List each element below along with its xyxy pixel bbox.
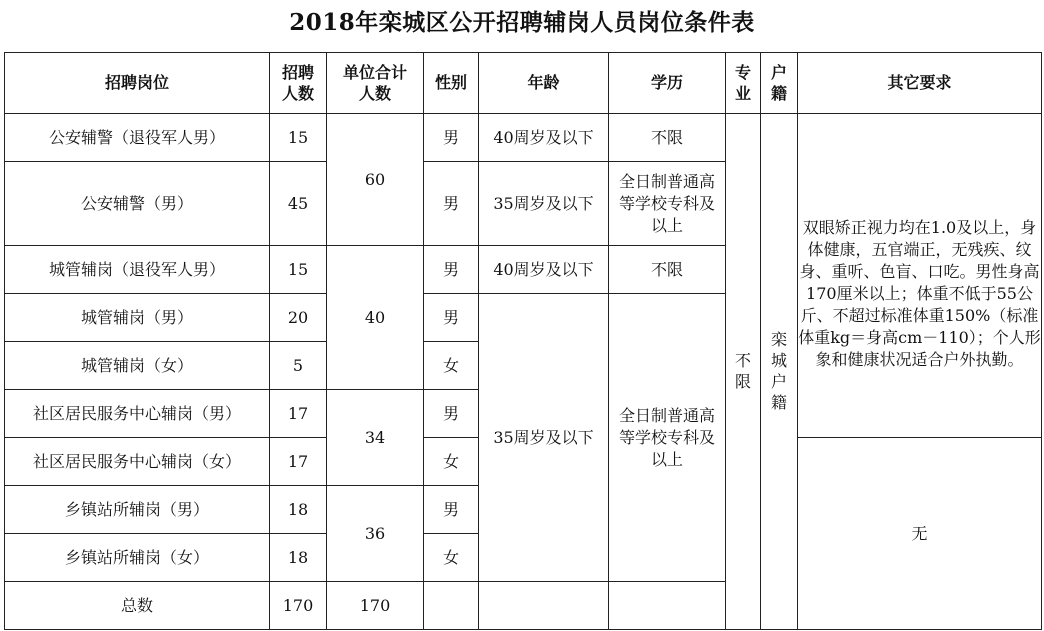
- education-cell: 不限: [609, 114, 726, 162]
- age-cell: 35周岁及以下: [479, 162, 609, 246]
- other-requirements-cell: 双眼矫正视力均在1.0及以上，身体健康，五官端正，无残疾、纹身、重听、色盲、口吃。男性身高170厘米以上；体重不低于55公斤、不超过标准体重150%（标准体重kg＝身高cm－110）；个人形象和健康状况适合户外执勤。: [798, 114, 1042, 438]
- age-cell: 40周岁及以下: [479, 114, 609, 162]
- unit-total-cell: 40: [327, 246, 424, 390]
- position-cell: 公安辅警（退役军人男）: [5, 114, 270, 162]
- count-cell: 17: [270, 438, 327, 486]
- count-cell: 15: [270, 246, 327, 294]
- position-cell: 社区居民服务中心辅岗（女）: [5, 438, 270, 486]
- age-cell: 40周岁及以下: [479, 246, 609, 294]
- gender-cell: 女: [424, 438, 479, 486]
- gender-cell: 女: [424, 342, 479, 390]
- unit-total-cell: 34: [327, 390, 424, 486]
- other-none-cell: 无: [798, 438, 1042, 630]
- position-cell: 城管辅岗（退役军人男）: [5, 246, 270, 294]
- total-unit-total: 170: [327, 582, 424, 630]
- count-cell: 17: [270, 390, 327, 438]
- count-cell: 18: [270, 534, 327, 582]
- header-major: 专业: [726, 53, 761, 114]
- header-other: 其它要求: [798, 53, 1042, 114]
- education-cell: 全日制普通高等学校专科及以上: [609, 294, 726, 582]
- position-cell: 城管辅岗（男）: [5, 294, 270, 342]
- position-cell: 社区居民服务中心辅岗（男）: [5, 390, 270, 438]
- count-cell: 18: [270, 486, 327, 534]
- count-cell: 15: [270, 114, 327, 162]
- position-cell: 公安辅警（男）: [5, 162, 270, 246]
- header-row: [5, 53, 1042, 114]
- empty-cell: [424, 582, 479, 630]
- gender-cell: 女: [424, 534, 479, 582]
- recruitment-table: [4, 52, 1042, 630]
- header-gender: 性别: [424, 53, 479, 114]
- page-title: 2018年栾城区公开招聘辅岗人员岗位条件表: [289, 9, 755, 36]
- age-cell: 35周岁及以下: [479, 294, 609, 582]
- count-cell: 45: [270, 162, 327, 246]
- unit-total-cell: 60: [327, 114, 424, 246]
- empty-cell: [609, 582, 726, 630]
- education-cell: 不限: [609, 246, 726, 294]
- position-cell: 乡镇站所辅岗（女）: [5, 534, 270, 582]
- count-cell: 20: [270, 294, 327, 342]
- gender-cell: 男: [424, 162, 479, 246]
- gender-cell: 男: [424, 246, 479, 294]
- header-unit-total: 单位合计人数: [327, 53, 424, 114]
- unit-total-cell: 36: [327, 486, 424, 582]
- position-cell: 乡镇站所辅岗（男）: [5, 486, 270, 534]
- education-cell: 全日制普通高等学校专科及以上: [609, 162, 726, 246]
- huji-cell: 栾城户籍: [761, 114, 798, 630]
- table-row: [5, 114, 1042, 162]
- gender-cell: 男: [424, 114, 479, 162]
- major-cell: 不限: [726, 114, 761, 630]
- header-age: 年龄: [479, 53, 609, 114]
- gender-cell: 男: [424, 486, 479, 534]
- total-count: 170: [270, 582, 327, 630]
- position-cell: 城管辅岗（女）: [5, 342, 270, 390]
- header-huji: 户籍: [761, 53, 798, 114]
- header-recruit-count: 招聘人数: [270, 53, 327, 114]
- header-education: 学历: [609, 53, 726, 114]
- count-cell: 5: [270, 342, 327, 390]
- empty-cell: [479, 582, 609, 630]
- gender-cell: 男: [424, 390, 479, 438]
- gender-cell: 男: [424, 294, 479, 342]
- total-label: 总数: [5, 582, 270, 630]
- header-position: 招聘岗位: [5, 53, 270, 114]
